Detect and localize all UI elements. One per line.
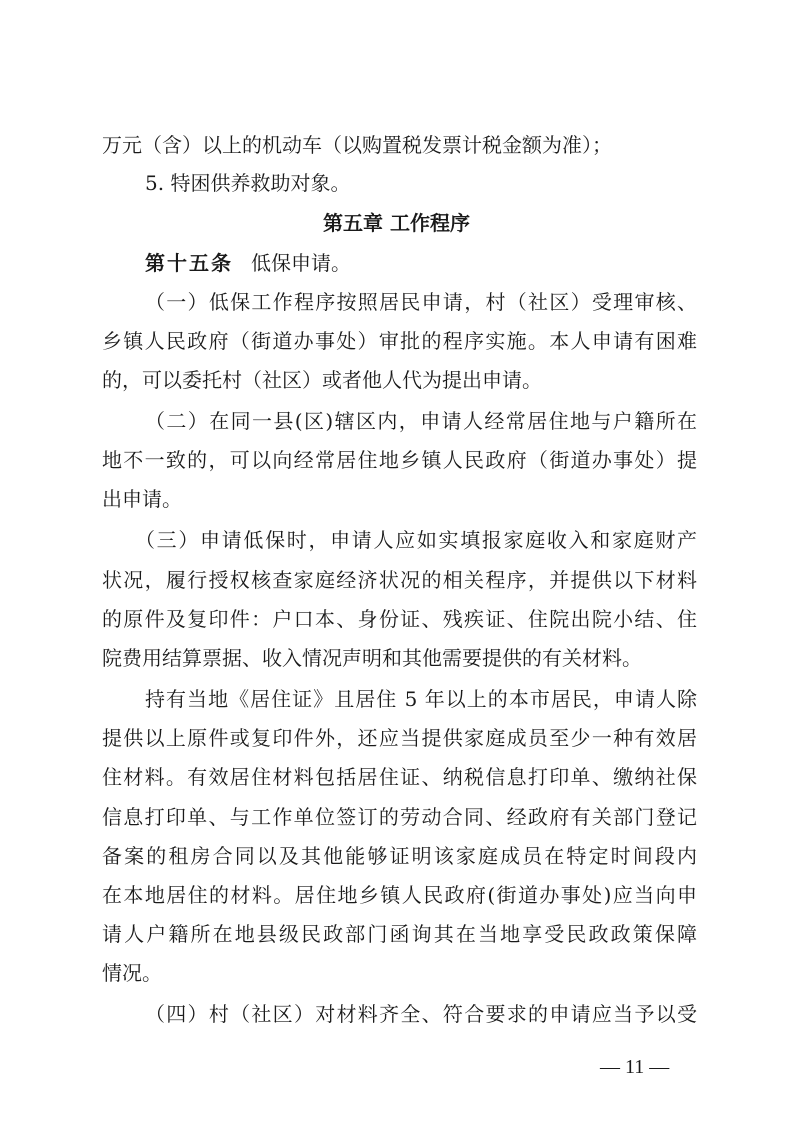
page-number: — 11 — xyxy=(600,1056,670,1078)
text-line: 地不一致的，可以向经常居住地乡镇人民政府（街道办事处）提 xyxy=(102,448,697,472)
text-line: 在本地居住的材料。居住地乡镇人民政府(街道办事处)应当向申 xyxy=(102,883,697,907)
text-line: 情况。 xyxy=(102,961,162,985)
article-number: 第十五条 xyxy=(145,251,233,275)
article-heading xyxy=(145,250,697,276)
text-line: 住材料。有效居住材料包括居住证、纳税信息打印单、缴纳社保 xyxy=(102,765,697,789)
text-line: 请人户籍所在地县级民政部门函询其在当地享受民政政策保障 xyxy=(102,922,697,946)
text-line: 出申请。 xyxy=(102,487,182,511)
text-line: （一）低保工作程序按照居民申请，村（社区）受理审核、 xyxy=(145,290,697,314)
text-line: 备案的租房合同以及其他能够证明该家庭成员在特定时间段内 xyxy=(102,844,697,868)
text-line: 信息打印单、与工作单位签订的劳动合同、经政府有关部门登记 xyxy=(102,805,697,829)
chapter-heading: 第五章 工作程序 xyxy=(323,211,470,235)
text-line: 乡镇人民政府（街道办事处）审批的程序实施。本人申请有困难 xyxy=(102,329,697,353)
text-line: （三）申请低保时，申请人应如实填报家庭收入和家庭财产 xyxy=(135,528,697,552)
text-line: 院费用结算票据、收入情况声明和其他需要提供的有关材料。 xyxy=(102,646,642,670)
list-item: 5. 特困供养救助对象。 xyxy=(145,171,351,195)
text-line: （二）在同一县(区)辖区内，申请人经常居住地与户籍所在 xyxy=(145,409,697,433)
text-line: 持有当地《居住证》且居住 5 年以上的本市居民，申请人除 xyxy=(145,687,697,711)
text-line: 提供以上原件或复印件外，还应当提供家庭成员至少一种有效居 xyxy=(102,726,697,750)
text-line: 的原件及复印件：户口本、身份证、残疾证、住院出院小结、住 xyxy=(102,607,697,631)
text-line: 状况，履行授权核查家庭经济状况的相关程序，并提供以下材料 xyxy=(102,568,697,592)
text-line: 万元（含）以上的机动车（以购置税发票计税金额为准）； xyxy=(102,133,612,157)
text-line: 的，可以委托村（社区）或者他人代为提出申请。 xyxy=(102,368,542,392)
text-line: （四）村（社区）对材料齐全、符合要求的申请应当予以受 xyxy=(145,1002,697,1026)
article-title: 低保申请。 xyxy=(251,251,351,275)
